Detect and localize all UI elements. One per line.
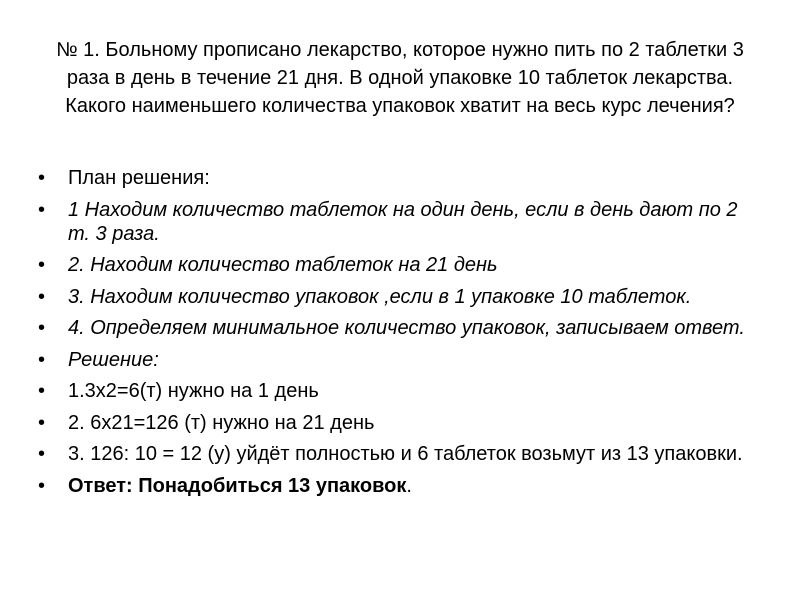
solution-step-3: 3. 126: 10 = 12 (у) уйдёт полностью и 6 таблеток возьмут из 13 упаковки. bbox=[68, 443, 743, 465]
bullet-icon: • bbox=[38, 443, 46, 465]
bullet-icon: • bbox=[38, 411, 46, 434]
list-item bbox=[38, 442, 758, 466]
answer-period: . bbox=[406, 474, 412, 497]
plan-heading: План решения: bbox=[68, 167, 210, 189]
bullet-icon: • bbox=[38, 474, 46, 497]
bullet-icon: • bbox=[38, 380, 46, 402]
bullet-icon: • bbox=[38, 198, 46, 221]
list-item bbox=[38, 166, 758, 190]
plan-step-4: 4. Определяем минимальное количество упаковок, записываем ответ. bbox=[68, 317, 745, 339]
plan-step-3: 3. Находим количество упаковок ,если в 1 упаковке 10 таблеток. bbox=[68, 285, 692, 308]
list-item bbox=[38, 348, 758, 372]
list-item bbox=[38, 474, 758, 498]
list-item bbox=[38, 198, 758, 246]
solution-step-2: 2. 6х21=126 (т) нужно на 21 день bbox=[68, 411, 375, 434]
bullet-list bbox=[38, 166, 758, 505]
bullet-icon: • bbox=[38, 254, 46, 276]
solution-heading: Решение: bbox=[68, 348, 159, 371]
bullet-icon: • bbox=[38, 167, 46, 189]
plan-step-1: 1 Находим количество таблеток на один день, если в день дают по 2 т. 3 раза. bbox=[68, 198, 738, 245]
solution-step-1: 1.3х2=6(т) нужно на 1 день bbox=[68, 380, 319, 402]
bullet-icon: • bbox=[38, 285, 46, 308]
answer-text: Ответ: Понадобиться 13 упаковок bbox=[68, 474, 407, 497]
list-item bbox=[38, 285, 758, 309]
bullet-icon: • bbox=[38, 317, 46, 339]
plan-step-2: 2. Находим количество таблеток на 21 день bbox=[68, 254, 498, 276]
list-item bbox=[38, 316, 758, 340]
list-item bbox=[38, 253, 758, 277]
bullet-icon: • bbox=[38, 348, 46, 371]
list-item bbox=[38, 379, 758, 403]
list-item bbox=[38, 411, 758, 435]
problem-title: № 1. Больному прописано лекарство, которое нужно пить по 2 таблетки 3 раза в день в течение 21 дня. В одной упаковке 10 таблеток лекарства. Какого наименьшего количества упаковок хватит на весь курс лечения? bbox=[56, 39, 744, 117]
